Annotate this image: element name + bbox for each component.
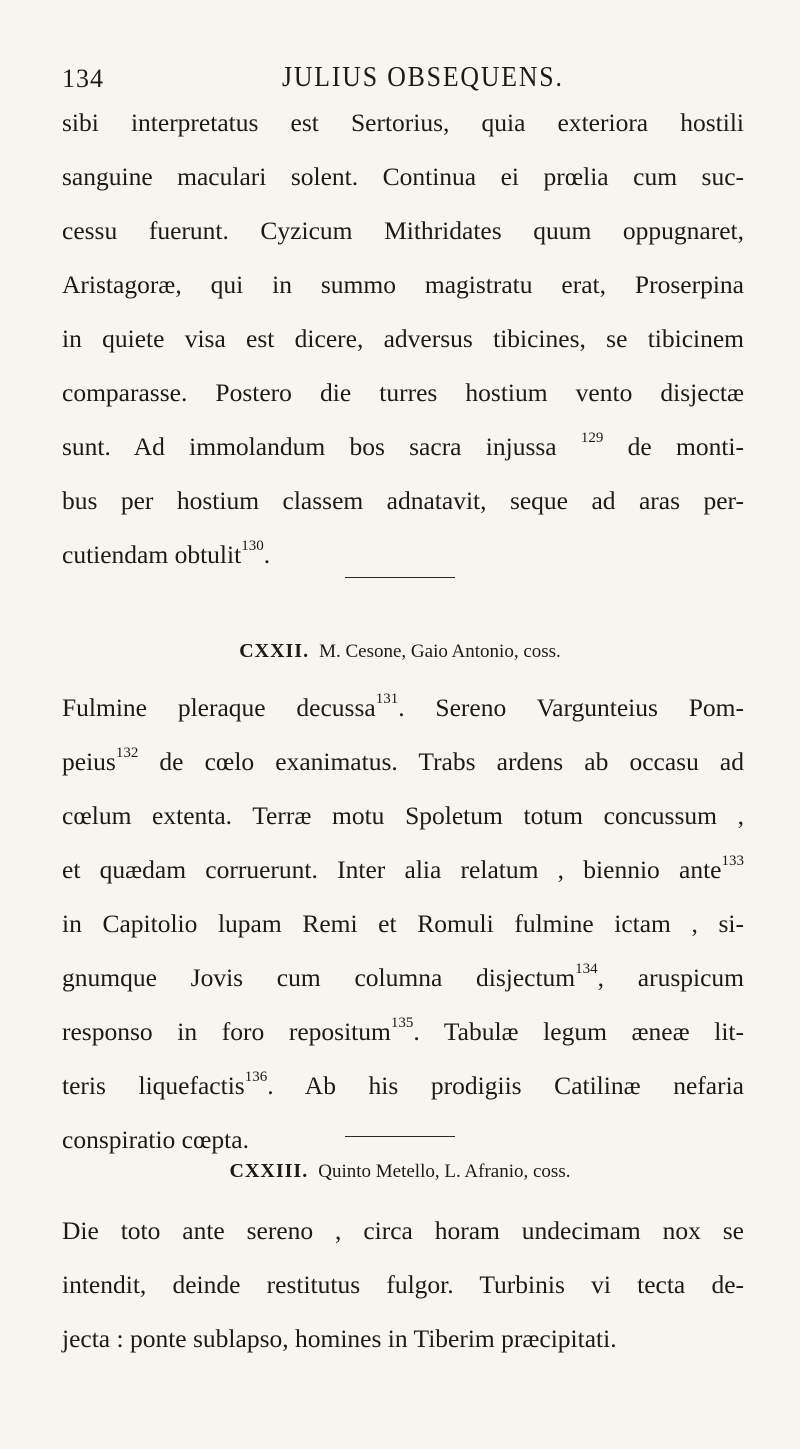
footnote-marker: 132 <box>115 744 139 761</box>
text-run: sanguine maculari solent. Continua ei prœlia cum suc- <box>62 162 744 191</box>
text-run: cœlum extenta. Terræ motu Spoletum totum concussum , <box>62 801 744 830</box>
text-line <box>62 366 744 420</box>
text-run: teris liquefactis <box>62 1071 245 1100</box>
text-run: responso in foro repositum <box>62 1017 391 1046</box>
text-line <box>62 1059 744 1113</box>
text-run: cutiendam obtulit <box>62 540 242 569</box>
text-line <box>62 96 744 150</box>
footnote-marker: 135 <box>390 1014 414 1031</box>
paragraph-2 <box>62 681 744 1167</box>
text-line <box>62 204 744 258</box>
text-line <box>62 528 744 582</box>
paragraph-1 <box>62 96 744 582</box>
text-line <box>62 843 744 897</box>
text-line <box>62 420 744 474</box>
text-line <box>62 951 744 1005</box>
text-run: sunt. Ad immolandum bos sacra injussa <box>62 432 581 461</box>
section-number: CXXIII. <box>229 1160 309 1182</box>
section-consuls: Quinto Metello, L. Afranio, coss. <box>318 1161 571 1182</box>
text-line <box>62 312 744 366</box>
text-run: in quiete visa est dicere, adversus tibicines, se tibicinem <box>62 324 744 353</box>
text-line <box>62 681 744 735</box>
section-consuls: M. Cesone, Gaio Antonio, coss. <box>319 641 561 662</box>
page-number: 134 <box>62 64 104 93</box>
paragraph-3 <box>62 1204 744 1366</box>
text-run: de monti- <box>603 432 744 461</box>
text-run: . Ab his prodigiis Catilinæ nefaria <box>267 1071 744 1100</box>
footnote-marker: 133 <box>721 852 744 869</box>
text-run: gnumque Jovis cum columna disjectum <box>62 963 576 992</box>
text-run: Die toto ante sereno , circa horam undecimam nox se <box>62 1216 744 1245</box>
section-number: CXXII. <box>239 640 310 662</box>
text-run: . Sereno Vargunteius Pom- <box>398 693 744 722</box>
section-heading-cxxiii <box>0 1160 800 1183</box>
text-run: de cœlo exanimatus. Trabs ardens ab occasu ad <box>138 747 744 776</box>
text-run: peius <box>62 747 116 776</box>
text-line <box>62 474 744 528</box>
text-run: Fulmine pleraque decussa <box>62 693 376 722</box>
footnote-marker: 136 <box>244 1068 268 1085</box>
text-run: cessu fuerunt. Cyzicum Mithridates quum oppugnaret, <box>62 216 744 245</box>
footnote-marker: 134 <box>575 960 598 977</box>
text-line <box>62 897 744 951</box>
section-divider-1 <box>345 577 455 578</box>
text-run: , aruspicum <box>597 963 744 992</box>
footnote-marker: 130 <box>241 537 264 554</box>
text-run: in Capitolio lupam Remi et Romuli fulmine ictam , si- <box>62 909 744 938</box>
text-run: conspiratio cœpta. <box>62 1125 249 1154</box>
text-run: . <box>263 540 271 569</box>
page-header <box>0 52 800 92</box>
section-divider-2 <box>345 1136 455 1137</box>
text-run: jecta : ponte sublapso, homines in Tiberim præcipitati. <box>62 1324 617 1353</box>
running-head: JULIUS OBSEQUENS. <box>282 62 564 93</box>
text-line <box>62 1113 744 1167</box>
text-line <box>62 1258 744 1312</box>
text-line <box>62 1312 744 1366</box>
text-run: et quædam corruerunt. Inter alia relatum , biennio ante <box>62 855 722 884</box>
text-run: comparasse. Postero die turres hostium vento disjectæ <box>62 378 744 407</box>
footnote-marker: 129 <box>580 429 604 446</box>
text-run: bus per hostium classem adnatavit, seque ad aras per- <box>62 486 744 515</box>
text-run: sibi interpretatus est Sertorius, quia exteriora hostili <box>62 108 744 137</box>
text-line <box>62 789 744 843</box>
text-run: . Tabulæ legum æneæ lit- <box>413 1017 744 1046</box>
text-line <box>62 1005 744 1059</box>
text-run: Aristagoræ, qui in summo magistratu erat, Proserpina <box>62 270 744 299</box>
text-line <box>62 258 744 312</box>
section-heading-cxxii <box>0 640 800 663</box>
text-line <box>62 150 744 204</box>
text-line <box>62 735 744 789</box>
footnote-marker: 131 <box>375 690 399 707</box>
text-line <box>62 1204 744 1258</box>
text-run: intendit, deinde restitutus fulgor. Turbinis vi tecta de- <box>62 1270 744 1299</box>
